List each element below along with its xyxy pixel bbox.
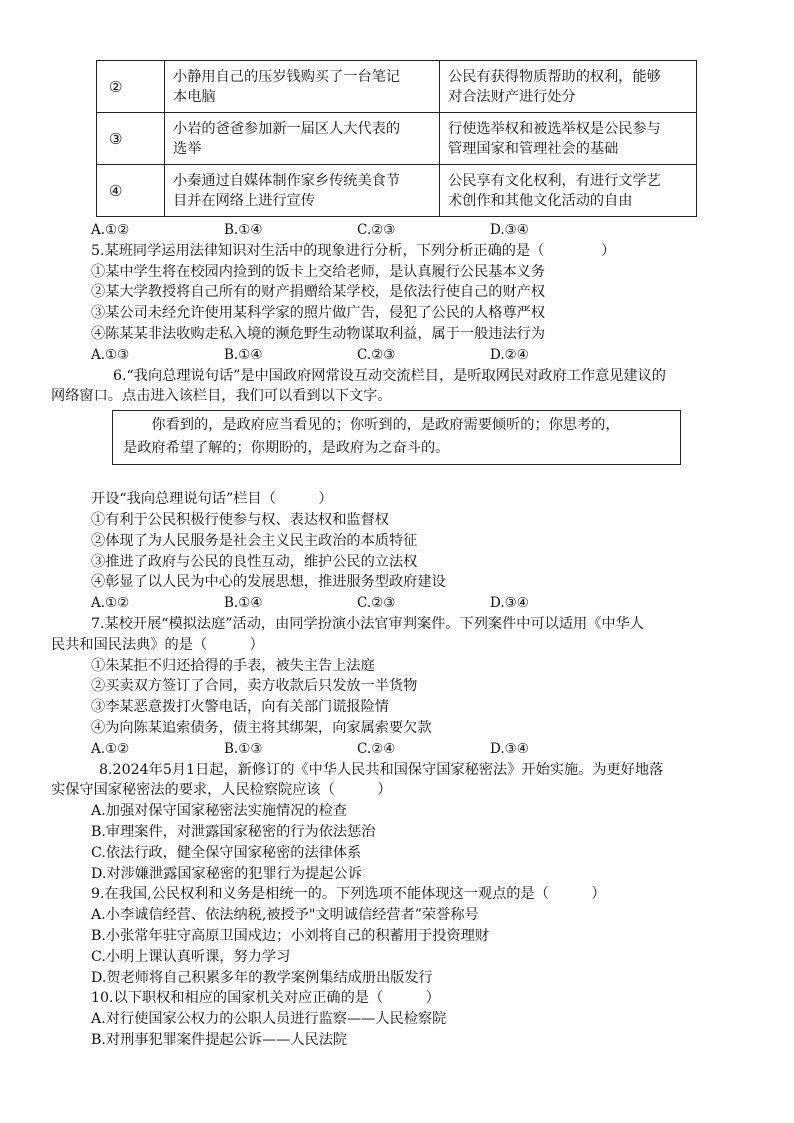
statement: ③某公司未经允许使用某科学家的照片做广告，侵犯了公民的人格尊严权	[91, 305, 546, 322]
question-tail: 开设“我向总理说句话”栏目（ ）	[91, 491, 333, 508]
statement: ②某大学教授将自己所有的财产捐赠给某学校，是依法行使自己的财产权	[91, 284, 546, 301]
choice: A.①②	[91, 595, 130, 612]
table-row	[97, 113, 697, 165]
right-cell: 公民有获得物质帮助的权利，能够 对合法财产进行处分	[440, 61, 697, 113]
statement: ③李某恶意拨打火警电话，向有关部门谎报险情	[91, 699, 389, 716]
question-stem: 5.某班同学运用法律知识对生活中的现象进行分析，下列分析正确的是（ ）	[91, 242, 616, 259]
option: A.对行使国家公权力的公职人员进行监察——人民检察院	[91, 1011, 447, 1028]
question-stem: 8.2024年5月1日起，新修订的《中华人民共和国保守国家秘密法》开始实施。为更好地落	[99, 761, 664, 778]
row-number: ③	[97, 113, 165, 165]
quote-box	[112, 410, 681, 465]
options-table	[96, 60, 697, 217]
statement: ①有利于公民积极行使参与权、表达权和监督权	[91, 511, 389, 528]
case-cell: 小静用自己的压岁钱购买了一台笔记 本电脑	[165, 61, 440, 113]
question-7	[51, 614, 737, 760]
row-number: ④	[97, 165, 165, 217]
option: C.小明上课认真听课，努力学习	[91, 948, 291, 965]
question-stem: 6.“我向总理说句话”是中国政府网常设互动交流栏目，是听取网民对政府工作意见建议的	[113, 367, 666, 384]
question-stem: 10.以下职权和相应的国家机关对应正确的是（ ）	[91, 990, 440, 1007]
statement: ②体现了为人民服务是社会主义民主政治的本质特征	[91, 532, 418, 549]
choice: C.②④	[357, 740, 396, 757]
statement: ①某中学生将在校园内捡到的饭卡上交给老师，是认真履行公民基本义务	[91, 263, 546, 280]
question-stem: 9.在我国,公民权利和义务是相统一的。下列选项不能体现这一观点的是（ ）	[91, 886, 606, 903]
question-6	[51, 366, 737, 614]
question-stem-cont: 实保守国家秘密法的要求，人民检察院应该（ ）	[51, 782, 392, 799]
question-10	[91, 988, 737, 1050]
choice: D.③④	[490, 222, 529, 238]
statement: ④为向陈某追索债务，债主将其绑架，向家属索要欠款	[91, 719, 432, 736]
choice: B.①④	[224, 346, 263, 363]
choice: C.②③	[357, 222, 396, 238]
row-number: ②	[97, 61, 165, 113]
statement: ④陈某某非法收购走私入境的濒危野生动物谋取利益，属于一般违法行为	[91, 325, 546, 342]
question-5	[91, 241, 737, 366]
question-body	[51, 220, 737, 1051]
statement: ③推进了政府与公民的良性互动，维护公民的立法权	[91, 553, 418, 570]
question-stem-cont: 网络窗口。点击进入该栏目，我们可以看到以下文字。	[51, 388, 392, 405]
case-cell: 小秦通过自媒体制作家乡传统美食节 目并在网络上进行宣传	[165, 165, 440, 217]
option: B.审理案件，对泄露国家秘密的行为依法惩治	[91, 823, 376, 840]
option: D.对涉嫌泄露国家秘密的犯罪行为提起公诉	[91, 865, 362, 882]
option: A.小李诚信经营、依法纳税,被授予"文明诚信经营者”荣誉称号	[91, 907, 479, 924]
q4-choices	[91, 220, 737, 241]
table-row	[97, 165, 697, 217]
right-cell: 行使选举权和被选举权是公民参与 管理国家和管理社会的基础	[440, 113, 697, 165]
choice: A.①③	[91, 346, 130, 363]
statement: ①朱某拒不归还拾得的手表，被失主告上法庭	[91, 657, 375, 674]
quote-line: 是政府希望了解的；你期盼的，是政府为之奋斗的。	[123, 440, 450, 457]
q6-choices	[91, 593, 737, 614]
choice: D.②④	[490, 346, 529, 363]
question-stem: 7.某校开展“模拟法庭”活动，由同学扮演小法官审判案件。下列案件中可以适用《中华人	[91, 615, 644, 632]
choice: D.③④	[490, 595, 529, 612]
q5-choices	[91, 345, 737, 366]
case-cell: 小岩的爸爸参加新一届区人大代表的 选举	[165, 113, 440, 165]
quote-line: 你看到的，是政府应当看见的；你听到的，是政府需要倾听的；你思考的，	[151, 417, 620, 434]
option: A.加强对保守国家秘密法实施情况的检查	[91, 803, 347, 820]
table-row	[97, 61, 697, 113]
question-9	[91, 884, 737, 988]
option: D.贺老师将自己积累多年的教学案例集结成册出版发行	[91, 969, 433, 986]
option: B.小张常年驻守高原卫国戍边；小刘将自己的积蓄用于投资理财	[91, 927, 490, 944]
question-8	[51, 760, 737, 885]
choice: C.②③	[357, 346, 396, 363]
choice: B.①③	[224, 740, 263, 757]
right-cell: 公民享有文化权利，有进行文学艺 术创作和其他文化活动的自由	[440, 165, 697, 217]
statement: ④彰显了以人民为中心的发展思想，推进服务型政府建设	[91, 574, 446, 591]
choice: B.①④	[224, 222, 263, 238]
option: C.依法行政，健全保守国家秘密的法律体系	[91, 844, 362, 861]
question-stem-cont: 民共和国民法典》的是（ ）	[51, 636, 264, 653]
q7-choices	[91, 739, 737, 760]
choice: D.③④	[490, 740, 529, 757]
statement: ②买卖双方签订了合同，卖方收款后只发放一半货物	[91, 678, 418, 695]
choice: A.①②	[91, 222, 130, 238]
choice: C.②③	[357, 595, 396, 612]
option: B.对刑事犯罪案件提起公诉——人民法院	[91, 1031, 348, 1048]
choice: B.①④	[224, 595, 263, 612]
choice: A.①②	[91, 740, 130, 757]
